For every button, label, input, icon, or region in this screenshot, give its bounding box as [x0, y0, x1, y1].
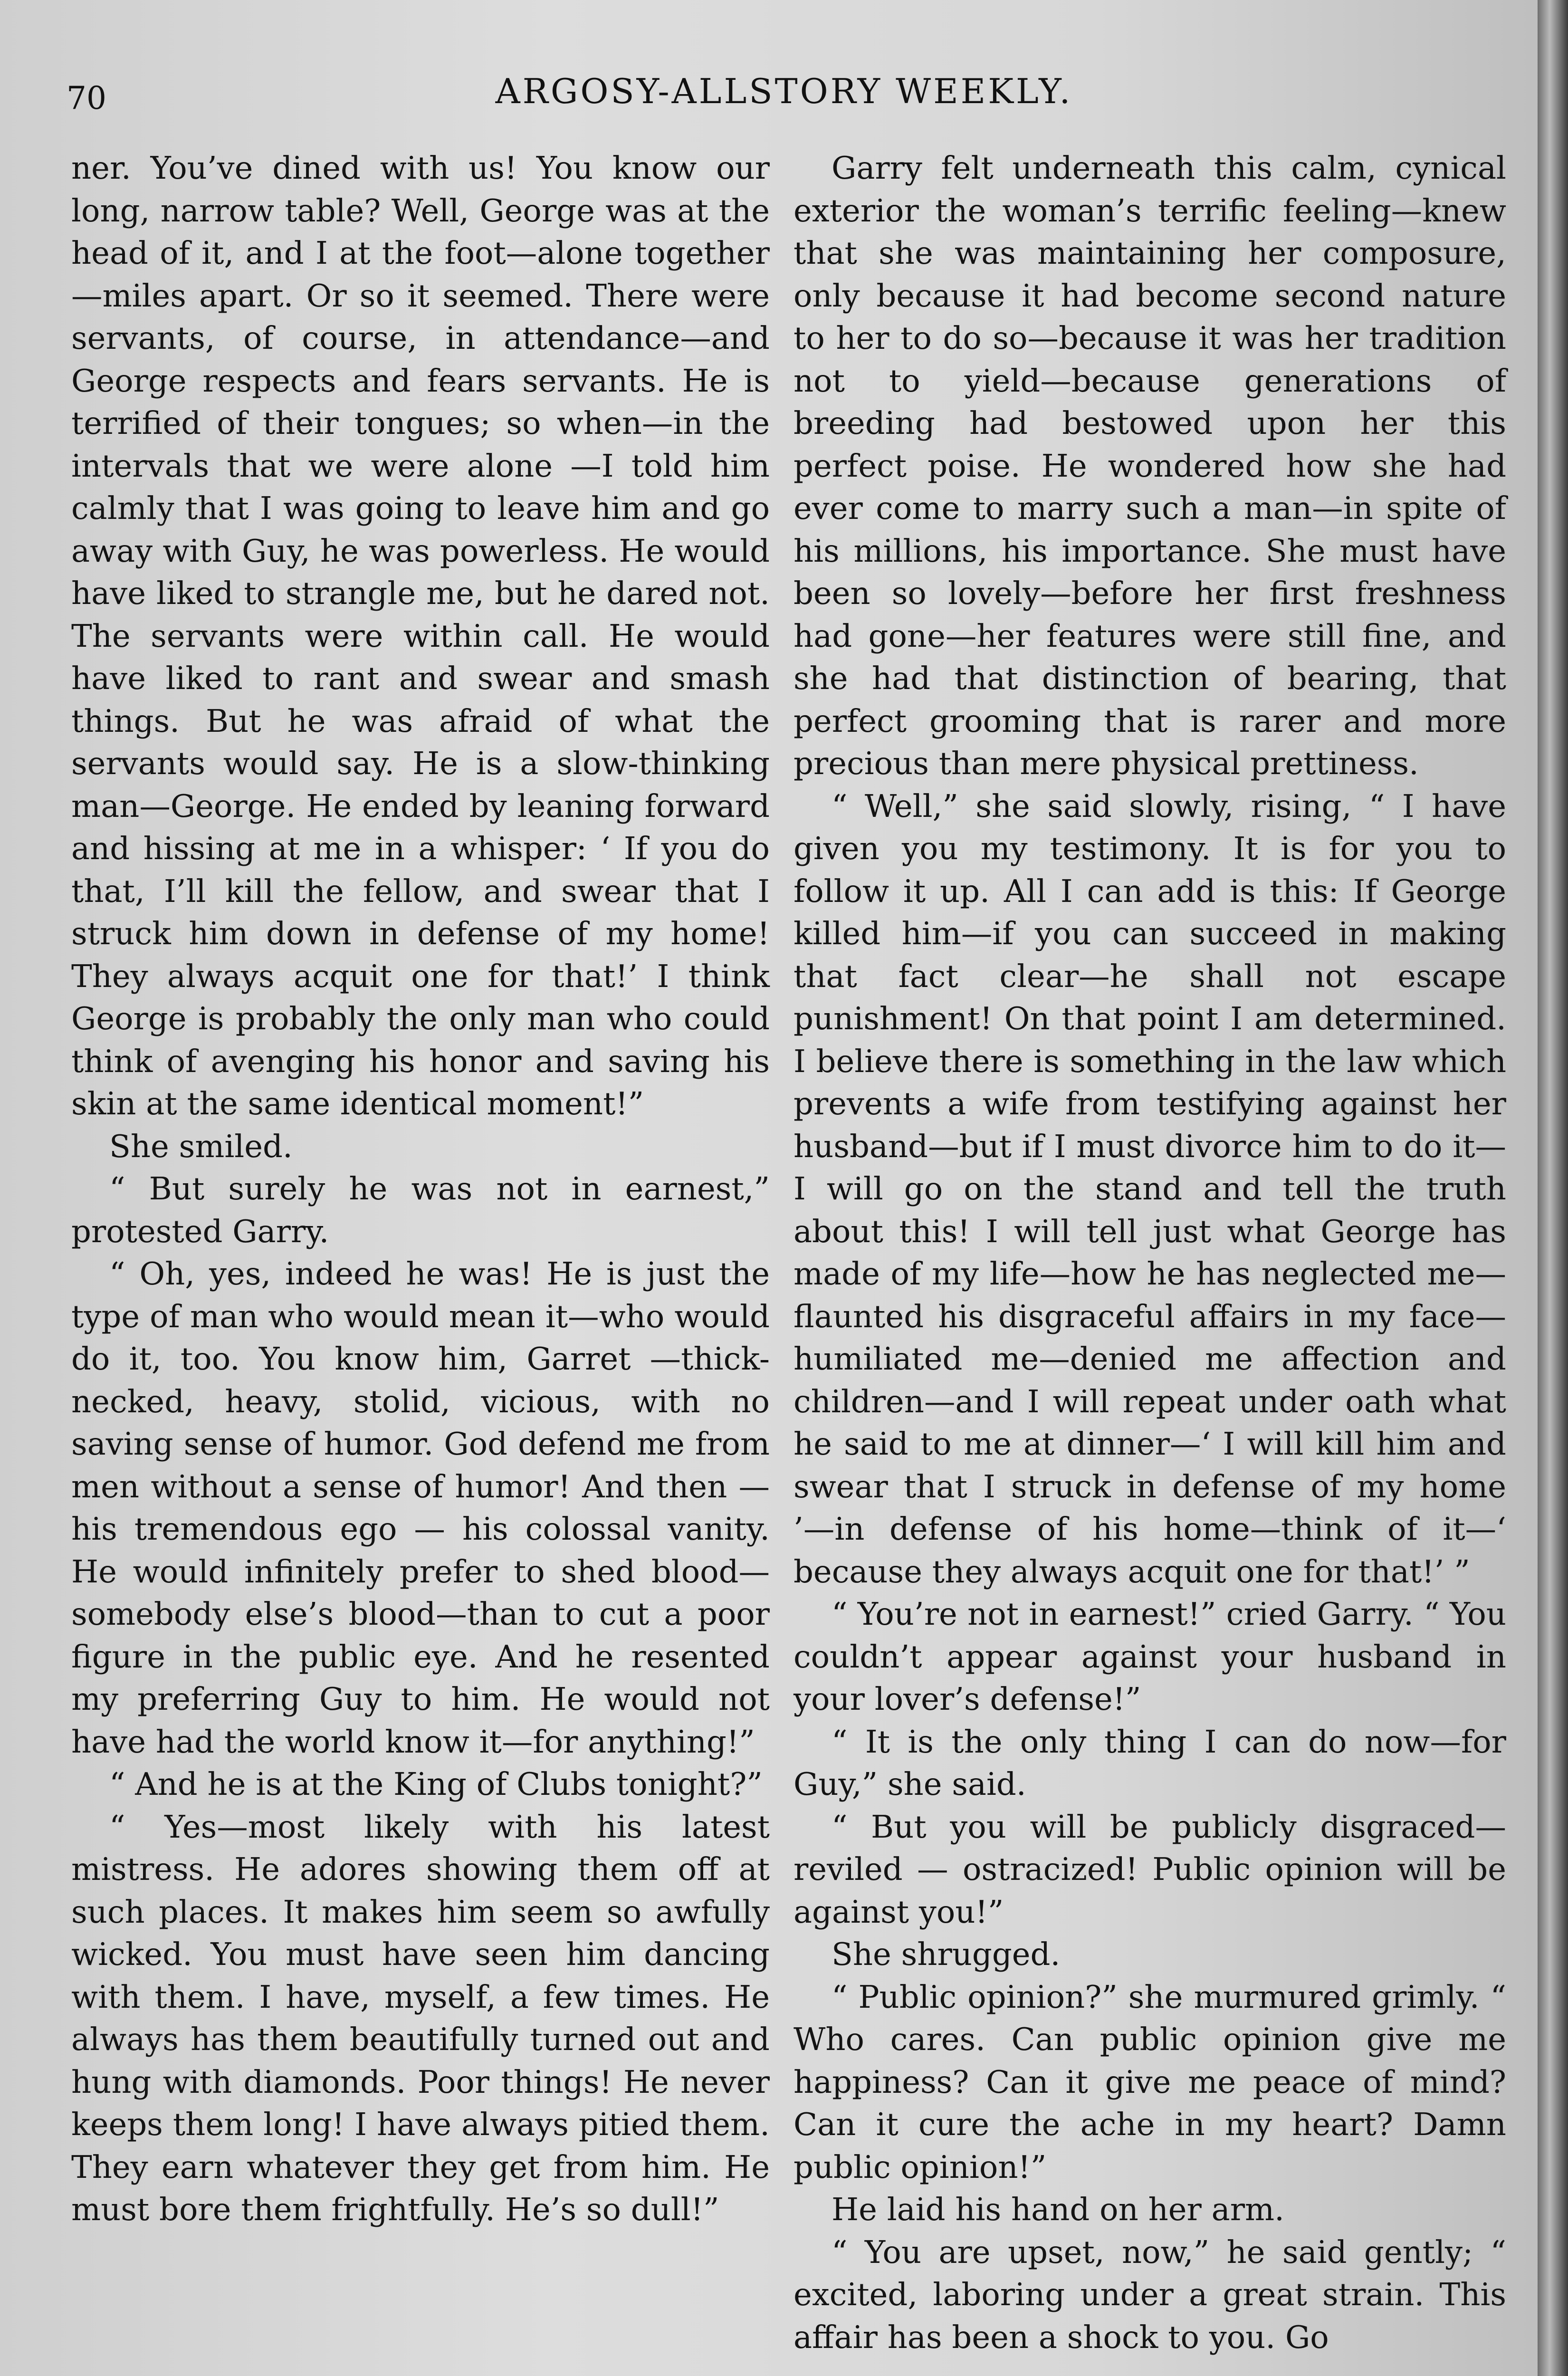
running-title: ARGOSY-ALLSTORY WEEKLY. — [495, 71, 1073, 111]
paragraph: “ But you will be publicly disgraced—reviled — ostracized! Public opinion will be against you!” — [794, 1809, 1506, 1930]
paragraph: She smiled. — [109, 1128, 293, 1165]
paragraph: ner. You’ve dined with us! You know our long, narrow table? Well, George was at the head of it, and I at the foot—alone together—miles apart. Or so it seemed. There were servants, of course, in attendance—and George respects and fears servants. He is terrified of their tongues; so when—in the intervals that we were alone —I told him calmly that I was going to leave him and go away with Guy, he was powerless. He would have liked to strangle me, but he dared not. The servants were within call. He would have liked to rant and swear and smash things. But he was afraid of what the servants would say. He is a slow-thinking man—George. He ended by leaning forward and hissing at me in a whisper: ‘ If you do that, I’ll kill the fellow, and swear that I struck him down in defense of my home! They always acquit one for that!’ I think George is probably the only man who could think of avenging his honor and saving his skin at the same identical moment!” — [71, 150, 770, 1122]
paragraph: She shrugged. — [832, 1936, 1061, 1973]
page-binding-edge — [1538, 0, 1568, 2376]
right-text-column — [794, 147, 1506, 2359]
paragraph: “ And he is at the King of Clubs tonight?” — [109, 1766, 763, 1802]
paragraph: “ You are upset, now,” he said gently; “ excited, laboring under a great strain. This affair has been a shock to you. Go — [794, 2234, 1506, 2356]
left-text-column — [71, 147, 770, 2232]
paragraph: “ Well,” she said slowly, rising, “ I have given you my testimony. It is for you to follow it up. All I can add is this: If George killed him—if you can succeed in making that fact clear—he shall not escape punishment! On that point I am determined. I believe there is something in the law which prevents a wife from testifying against her husband—but if I must divorce him to do it—I will go on the stand and tell the truth about this! I will tell just what George has made of my life—how he has neglected me—flaunted his disgraceful affairs in my face—humiliated me—denied me affection and children—and I will repeat under oath what he said to me at dinner—‘ I will kill him and swear that I struck in defense of my home ’—in defense of his home—think of it—‘ because they always acquit one for that!’ ” — [794, 788, 1506, 1590]
paragraph: Garry felt underneath this calm, cynical exterior the woman’s terrific feeling—knew that she was maintaining her composure, only because it had become second nature to her to do so—because it was her tradition not to yield—because generations of breeding had bestowed upon her this perfect poise. He wondered how she had ever come to marry such a man—in spite of his millions, his importance. She must have been so lovely—before her first freshness had gone—her features were still fine, and she had that distinction of bearing, that perfect grooming that is rarer and more precious than mere physical prettiness. — [794, 150, 1506, 782]
paragraph: “ But surely he was not in earnest,” protested Garry. — [71, 1171, 770, 1250]
paragraph: “ Oh, yes, indeed he was! He is just the type of man who would mean it—who would do it, too. You know him, Garret —thick-necked, heavy, stolid, vicious, with no saving sense of humor. God defend me from men without a sense of humor! And then — his tremendous ego — his colossal vanity. He would infinitely prefer to shed blood—somebody else’s blood—than to cut a poor figure in the public eye. And he resented my preferring Guy to him. He would not have had the world know it—for anything!” — [71, 1256, 770, 1760]
paragraph: “ It is the only thing I can do now—for Guy,” she said. — [794, 1724, 1506, 1802]
paragraph: He laid his hand on her arm. — [832, 2192, 1284, 2228]
page-number: 70 — [67, 80, 106, 116]
paragraph: “ You’re not in earnest!” cried Garry. “ You couldn’t appear against your husband in your lover’s defense!” — [794, 1596, 1506, 1717]
paragraph: “ Public opinion?” she murmured grimly. “ Who cares. Can public opinion give me happiness? Can it give me peace of mind? Can it cure the ache in my heart? Damn public opinion!” — [794, 1979, 1506, 2185]
paragraph: “ Yes—most likely with his latest mistress. He adores showing them off at such places. It makes him seem so awfully wicked. You must have seen him dancing with them. I have, myself, a few times. He always has them beautifully turned out and hung with diamonds. Poor things! He never keeps them long! I have always pitied them. They earn whatever they get from him. He must bore them frightfully. He’s so dull!” — [71, 1809, 770, 2228]
